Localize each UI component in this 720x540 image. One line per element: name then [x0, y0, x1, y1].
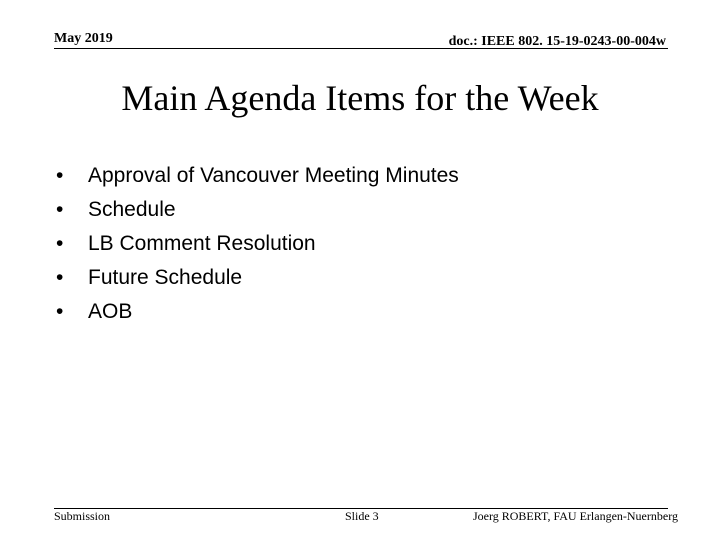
agenda-item: [56, 261, 459, 295]
agenda-item-text: Future Schedule: [88, 266, 243, 289]
bullet-icon: •: [56, 266, 64, 289]
bullet-icon: •: [56, 198, 64, 221]
bullet-icon: •: [56, 164, 64, 187]
agenda-item-text: Approval of Vancouver Meeting Minutes: [88, 164, 459, 187]
agenda-item: [56, 227, 459, 261]
footer-submission: Submission: [54, 509, 111, 523]
agenda-item-text: AOB: [88, 300, 133, 323]
footer-author: Joerg ROBERT, FAU Erlangen-Nuernberg: [472, 509, 678, 523]
agenda-list: [56, 159, 459, 329]
footer-slide-number: Slide 3: [345, 509, 379, 523]
header-doc-id: doc.: IEEE 802. 15-19-0243-00-004w: [448, 34, 666, 49]
bullet-icon: •: [56, 232, 64, 255]
agenda-item: [56, 295, 459, 329]
header-divider: [54, 48, 668, 49]
bullet-icon: •: [56, 300, 64, 323]
agenda-item-text: LB Comment Resolution: [88, 232, 316, 255]
header-date: May 2019: [54, 31, 113, 46]
agenda-item: [56, 193, 459, 227]
agenda-item: [56, 159, 459, 193]
agenda-item-text: Schedule: [88, 198, 176, 221]
slide-title: Main Agenda Items for the Week: [121, 78, 599, 118]
